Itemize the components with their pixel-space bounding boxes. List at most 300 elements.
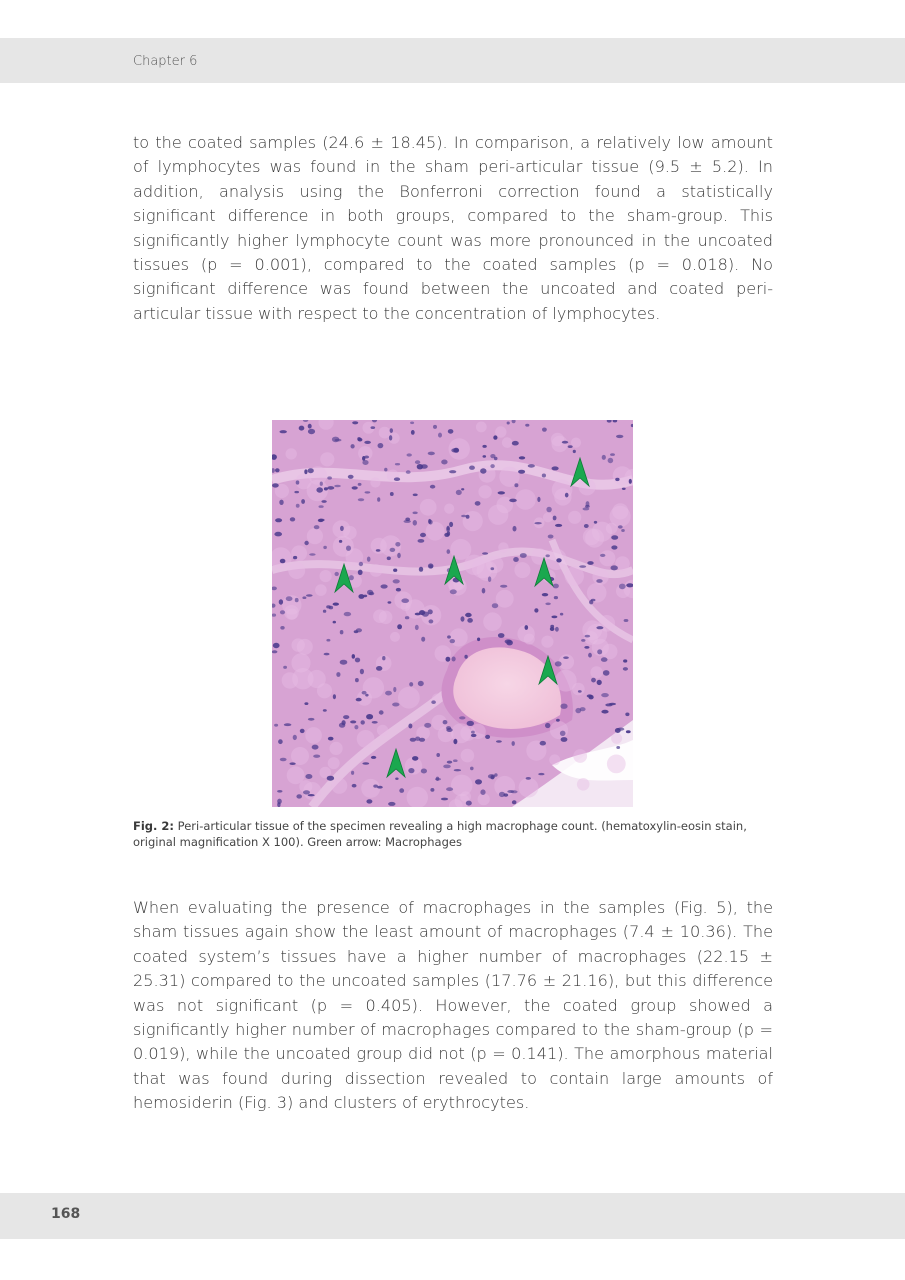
cell-nucleus bbox=[323, 546, 327, 549]
cell-nucleus bbox=[448, 429, 454, 434]
cell-nucleus bbox=[475, 779, 482, 784]
cell-nucleus bbox=[360, 669, 364, 675]
cell-body bbox=[554, 488, 571, 505]
cell-nucleus bbox=[461, 616, 465, 621]
cell-nucleus bbox=[304, 469, 307, 474]
cell-nucleus bbox=[358, 570, 363, 575]
histology-image bbox=[272, 420, 633, 807]
cell-nucleus bbox=[280, 430, 287, 433]
cell-nucleus bbox=[579, 565, 586, 568]
cell-body bbox=[498, 542, 508, 552]
cell-nucleus bbox=[471, 731, 475, 734]
cell-nucleus bbox=[622, 488, 626, 490]
cell-nucleus bbox=[512, 441, 519, 446]
cell-nucleus bbox=[518, 470, 525, 474]
cell-nucleus bbox=[496, 740, 502, 742]
cell-nucleus bbox=[362, 762, 369, 765]
cell-nucleus bbox=[293, 556, 297, 559]
cell-nucleus bbox=[446, 728, 452, 732]
cell-nucleus bbox=[453, 759, 458, 762]
cell-body bbox=[449, 438, 470, 459]
cell-nucleus bbox=[551, 616, 557, 619]
cell-nucleus bbox=[545, 723, 550, 728]
cell-nucleus bbox=[600, 554, 605, 557]
cell-nucleus bbox=[591, 678, 596, 683]
cell-nucleus bbox=[384, 468, 387, 472]
cell-nucleus bbox=[438, 433, 442, 438]
cell-nucleus bbox=[405, 616, 409, 619]
cell-nucleus bbox=[534, 608, 538, 612]
cell-nucleus bbox=[492, 603, 498, 608]
cell-body bbox=[551, 433, 564, 446]
cell-nucleus bbox=[560, 731, 566, 736]
cell-nucleus bbox=[575, 708, 581, 713]
cell-nucleus bbox=[469, 466, 475, 470]
cell-nucleus bbox=[328, 737, 334, 741]
cell-nucleus bbox=[356, 628, 362, 632]
cell-nucleus bbox=[520, 553, 527, 558]
cell-nucleus bbox=[277, 790, 282, 793]
cell-nucleus bbox=[284, 723, 292, 726]
cell-nucleus bbox=[430, 788, 434, 792]
cell-nucleus bbox=[355, 678, 359, 682]
cell-body bbox=[405, 599, 424, 618]
cell-nucleus bbox=[553, 584, 559, 589]
cell-body bbox=[361, 779, 380, 798]
cell-nucleus bbox=[308, 424, 312, 429]
cell-nucleus bbox=[273, 643, 280, 648]
cell-body bbox=[599, 550, 615, 566]
cell-nucleus bbox=[352, 421, 358, 424]
cell-nucleus bbox=[326, 605, 331, 608]
cell-nucleus bbox=[346, 546, 351, 551]
cell-nucleus bbox=[594, 521, 597, 524]
cell-nucleus bbox=[378, 443, 384, 448]
page-number: 168 bbox=[51, 1206, 81, 1222]
cell-nucleus bbox=[312, 745, 319, 750]
cell-body bbox=[519, 778, 539, 798]
cell-body bbox=[305, 727, 322, 744]
cell-nucleus bbox=[394, 477, 400, 481]
cell-body bbox=[463, 511, 483, 531]
cell-nucleus bbox=[366, 799, 372, 803]
cell-body bbox=[568, 511, 581, 524]
cell-nucleus bbox=[453, 739, 457, 744]
cell-nucleus bbox=[591, 599, 596, 602]
cell-nucleus bbox=[290, 517, 295, 521]
cell-nucleus bbox=[505, 639, 512, 643]
cell-nucleus bbox=[428, 452, 435, 456]
cell-nucleus bbox=[538, 773, 544, 775]
cell-nucleus bbox=[603, 670, 610, 676]
cell-nucleus bbox=[362, 460, 368, 465]
cell-nucleus bbox=[584, 524, 589, 528]
cell-nucleus bbox=[467, 618, 473, 623]
cell-nucleus bbox=[429, 565, 433, 569]
cell-nucleus bbox=[376, 666, 382, 671]
cell-nucleus bbox=[340, 526, 344, 531]
figure-caption-text: Peri-articular tissue of the specimen revealing a high macrophage count. (hematoxylin-eosin stain, original magnification X 100). Green arrow: Macrophages bbox=[133, 819, 747, 849]
cell-body bbox=[478, 485, 491, 498]
cell-nucleus bbox=[408, 768, 414, 773]
cell-nucleus bbox=[475, 501, 481, 506]
cell-nucleus bbox=[350, 720, 356, 723]
cell-nucleus bbox=[443, 720, 448, 724]
cell-nucleus bbox=[446, 527, 450, 532]
cell-nucleus bbox=[428, 519, 431, 524]
cell-nucleus bbox=[305, 774, 312, 779]
cell-body bbox=[478, 793, 490, 805]
cell-nucleus bbox=[450, 639, 455, 643]
cell-body bbox=[398, 687, 420, 709]
cell-nucleus bbox=[596, 579, 602, 583]
cell-nucleus bbox=[482, 588, 486, 594]
cell-nucleus bbox=[588, 653, 592, 658]
cell-nucleus bbox=[553, 516, 557, 521]
cell-nucleus bbox=[393, 687, 396, 692]
cell-nucleus bbox=[446, 787, 453, 791]
cell-nucleus bbox=[327, 776, 334, 781]
cell-nucleus bbox=[415, 613, 421, 616]
cell-nucleus bbox=[616, 746, 620, 749]
cell-nucleus bbox=[525, 625, 529, 630]
cell-nucleus bbox=[585, 635, 591, 638]
cell-nucleus bbox=[488, 774, 495, 779]
cell-nucleus bbox=[555, 627, 559, 632]
cell-nucleus bbox=[583, 507, 590, 510]
cell-nucleus bbox=[376, 549, 381, 552]
cell-nucleus bbox=[300, 729, 305, 733]
cell-nucleus bbox=[363, 595, 367, 598]
cell-nucleus bbox=[441, 460, 447, 465]
cell-nucleus bbox=[421, 769, 427, 774]
cell-body bbox=[514, 562, 530, 578]
cell-body bbox=[426, 522, 445, 541]
cell-nucleus bbox=[464, 655, 467, 659]
cell-nucleus bbox=[512, 800, 517, 804]
cell-nucleus bbox=[573, 450, 576, 453]
cell-nucleus bbox=[304, 541, 308, 545]
cell-nucleus bbox=[542, 593, 548, 596]
cell-nucleus bbox=[453, 448, 459, 453]
cell-nucleus bbox=[412, 756, 418, 761]
cell-nucleus bbox=[555, 661, 562, 666]
cell-nucleus bbox=[326, 639, 330, 642]
cell-nucleus bbox=[280, 626, 284, 630]
cell-nucleus bbox=[424, 723, 431, 728]
cell-nucleus bbox=[626, 730, 631, 733]
cell-nucleus bbox=[306, 594, 313, 597]
cell-nucleus bbox=[279, 500, 283, 505]
cell-nucleus bbox=[418, 681, 424, 686]
cell-nucleus bbox=[301, 499, 305, 504]
cell-nucleus bbox=[336, 672, 340, 677]
cell-nucleus bbox=[387, 557, 391, 561]
cell-nucleus bbox=[578, 690, 582, 693]
cell-nucleus bbox=[601, 710, 608, 714]
cell-nucleus bbox=[319, 505, 324, 508]
cell-nucleus bbox=[274, 532, 282, 537]
cell-nucleus bbox=[406, 470, 411, 474]
cell-nucleus bbox=[512, 741, 515, 746]
cell-nucleus bbox=[349, 575, 354, 580]
cell-nucleus bbox=[589, 695, 594, 699]
cell-nucleus bbox=[490, 464, 494, 468]
cell-nucleus bbox=[418, 539, 425, 543]
cell-nucleus bbox=[399, 788, 404, 793]
cell-nucleus bbox=[318, 519, 324, 522]
cell-nucleus bbox=[419, 567, 423, 572]
cell-nucleus bbox=[275, 518, 282, 522]
cell-nucleus bbox=[390, 492, 394, 496]
cell-nucleus bbox=[397, 553, 401, 558]
cell-nucleus bbox=[431, 700, 436, 704]
cell-nucleus bbox=[500, 585, 507, 588]
cell-nucleus bbox=[410, 422, 414, 425]
cell-body bbox=[379, 611, 393, 625]
cell-body bbox=[420, 499, 437, 516]
cell-nucleus bbox=[548, 535, 554, 539]
cell-nucleus bbox=[401, 598, 409, 603]
cell-nucleus bbox=[389, 435, 392, 440]
cell-body bbox=[320, 452, 334, 466]
cell-nucleus bbox=[352, 784, 357, 788]
cell-nucleus bbox=[447, 761, 452, 764]
cell-body bbox=[328, 757, 340, 769]
cell-nucleus bbox=[393, 579, 400, 583]
cell-nucleus bbox=[365, 694, 368, 697]
cell-nucleus bbox=[443, 765, 451, 769]
cell-nucleus bbox=[615, 728, 621, 733]
cell-body bbox=[515, 489, 536, 510]
cell-nucleus bbox=[556, 719, 560, 722]
cell-nucleus bbox=[420, 533, 426, 537]
cell-body bbox=[331, 778, 347, 794]
cell-nucleus bbox=[509, 499, 517, 503]
cell-nucleus bbox=[314, 525, 320, 529]
cell-nucleus bbox=[395, 542, 400, 547]
cell-nucleus bbox=[352, 486, 358, 489]
cell-nucleus bbox=[277, 802, 280, 807]
cell-body bbox=[612, 503, 628, 519]
cell-nucleus bbox=[503, 793, 508, 796]
cell-nucleus bbox=[565, 493, 569, 498]
cell-nucleus bbox=[390, 548, 396, 552]
cell-nucleus bbox=[308, 468, 314, 473]
cell-nucleus bbox=[304, 702, 308, 705]
cell-nucleus bbox=[302, 596, 306, 599]
cell-body bbox=[357, 730, 375, 748]
cell-body bbox=[288, 562, 305, 579]
cell-nucleus bbox=[596, 626, 603, 629]
cell-nucleus bbox=[323, 709, 327, 712]
cell-nucleus bbox=[280, 758, 287, 761]
cell-body bbox=[287, 766, 305, 784]
cell-nucleus bbox=[296, 794, 302, 798]
cell-nucleus bbox=[323, 610, 326, 613]
cell-body bbox=[476, 422, 487, 433]
cell-body bbox=[284, 605, 299, 620]
cell-nucleus bbox=[335, 572, 339, 576]
cell-nucleus bbox=[471, 734, 477, 737]
cell-body bbox=[320, 570, 332, 582]
cell-nucleus bbox=[470, 767, 474, 771]
cell-nucleus bbox=[333, 603, 339, 606]
cell-nucleus bbox=[461, 488, 464, 490]
cell-nucleus bbox=[355, 658, 360, 663]
cell-body bbox=[390, 632, 400, 642]
figure-label: Fig. 2: bbox=[133, 819, 175, 833]
cell-body bbox=[549, 754, 560, 765]
cell-nucleus bbox=[272, 483, 279, 487]
cell-nucleus bbox=[461, 515, 466, 518]
cell-body bbox=[472, 557, 493, 578]
cell-nucleus bbox=[447, 635, 451, 638]
cell-nucleus bbox=[623, 659, 627, 662]
cell-body bbox=[587, 583, 607, 603]
cell-body bbox=[450, 628, 468, 646]
cell-nucleus bbox=[361, 720, 365, 724]
cell-nucleus bbox=[408, 724, 412, 729]
cell-nucleus bbox=[377, 497, 380, 502]
cell-nucleus bbox=[286, 596, 293, 601]
cell-nucleus bbox=[395, 463, 400, 465]
cell-body bbox=[297, 639, 313, 655]
cell-nucleus bbox=[294, 491, 299, 493]
cell-nucleus bbox=[615, 478, 619, 481]
cell-body bbox=[590, 666, 602, 678]
cell-nucleus bbox=[327, 486, 334, 490]
cell-nucleus bbox=[371, 426, 376, 429]
cell-body bbox=[292, 668, 313, 689]
cell-nucleus bbox=[397, 624, 402, 629]
cell-nucleus bbox=[308, 718, 315, 721]
cell-nucleus bbox=[493, 435, 497, 439]
cell-body bbox=[317, 683, 332, 698]
cell-nucleus bbox=[480, 468, 486, 473]
cell-nucleus bbox=[513, 557, 519, 562]
cell-nucleus bbox=[410, 738, 416, 742]
cell-nucleus bbox=[321, 500, 326, 503]
cell-nucleus bbox=[446, 657, 451, 662]
cell-nucleus bbox=[601, 693, 609, 697]
cell-nucleus bbox=[388, 601, 392, 603]
cell-nucleus bbox=[296, 504, 300, 508]
cell-nucleus bbox=[436, 753, 440, 757]
cell-nucleus bbox=[584, 646, 589, 649]
cell-body bbox=[611, 733, 622, 744]
cell-nucleus bbox=[466, 801, 472, 806]
cell-nucleus bbox=[381, 584, 388, 588]
cell-nucleus bbox=[280, 559, 286, 564]
cell-nucleus bbox=[354, 725, 358, 729]
cell-nucleus bbox=[546, 554, 550, 557]
cell-nucleus bbox=[407, 453, 412, 456]
cell-nucleus bbox=[560, 704, 567, 709]
cell-nucleus bbox=[295, 598, 299, 602]
cell-nucleus bbox=[417, 464, 423, 469]
cell-nucleus bbox=[339, 540, 342, 543]
cell-nucleus bbox=[359, 562, 363, 566]
cell-nucleus bbox=[482, 445, 486, 448]
cell-body bbox=[488, 505, 508, 525]
cell-nucleus bbox=[466, 515, 470, 519]
cell-nucleus bbox=[421, 637, 425, 642]
cell-nucleus bbox=[340, 660, 348, 665]
cell-nucleus bbox=[344, 612, 351, 616]
cell-nucleus bbox=[365, 491, 371, 493]
cell-nucleus bbox=[629, 479, 632, 484]
cell-nucleus bbox=[275, 468, 280, 472]
cell-body bbox=[592, 522, 612, 542]
cell-nucleus bbox=[488, 576, 491, 582]
chapter-label: Chapter 6 bbox=[133, 54, 198, 69]
cell-nucleus bbox=[415, 625, 419, 630]
cell-body bbox=[577, 778, 590, 791]
cell-nucleus bbox=[396, 588, 401, 592]
cell-nucleus bbox=[534, 522, 541, 524]
footer-band bbox=[0, 1193, 905, 1239]
cell-nucleus bbox=[555, 524, 562, 527]
cell-nucleus bbox=[545, 603, 550, 606]
cell-nucleus bbox=[340, 630, 344, 634]
cell-body bbox=[286, 448, 297, 459]
cell-nucleus bbox=[409, 682, 413, 686]
cell-nucleus bbox=[513, 526, 517, 532]
cell-nucleus bbox=[296, 480, 300, 484]
cell-nucleus bbox=[482, 552, 488, 555]
cell-nucleus bbox=[320, 482, 323, 486]
cell-nucleus bbox=[485, 735, 490, 739]
cell-nucleus bbox=[415, 460, 420, 464]
cell-nucleus bbox=[411, 430, 415, 435]
cell-nucleus bbox=[587, 561, 593, 565]
cell-nucleus bbox=[280, 610, 285, 614]
cell-nucleus bbox=[371, 756, 376, 759]
cell-body bbox=[541, 636, 553, 648]
cell-nucleus bbox=[413, 520, 417, 526]
cell-nucleus bbox=[616, 435, 623, 438]
cell-nucleus bbox=[449, 522, 453, 527]
figure-caption bbox=[133, 818, 773, 850]
cell-nucleus bbox=[385, 691, 392, 696]
cell-nucleus bbox=[540, 741, 546, 746]
cell-nucleus bbox=[514, 483, 518, 487]
cell-nucleus bbox=[309, 553, 315, 556]
cell-nucleus bbox=[554, 596, 558, 599]
cell-body bbox=[291, 545, 307, 561]
cell-nucleus bbox=[585, 505, 590, 508]
cell-nucleus bbox=[303, 790, 310, 794]
cell-body bbox=[607, 755, 626, 774]
cell-nucleus bbox=[498, 633, 505, 638]
cell-nucleus bbox=[358, 483, 362, 486]
cell-nucleus bbox=[324, 487, 328, 490]
cell-nucleus bbox=[611, 565, 618, 570]
cell-body bbox=[543, 512, 553, 522]
cell-nucleus bbox=[324, 653, 330, 656]
cell-nucleus bbox=[552, 466, 559, 470]
cell-nucleus bbox=[483, 455, 487, 458]
cell-nucleus bbox=[393, 569, 397, 572]
cell-body bbox=[546, 549, 567, 570]
cell-nucleus bbox=[335, 439, 342, 442]
cell-nucleus bbox=[498, 491, 505, 494]
cell-body bbox=[333, 536, 354, 557]
cell-nucleus bbox=[283, 666, 287, 669]
cell-nucleus bbox=[581, 639, 585, 642]
cell-nucleus bbox=[444, 533, 449, 537]
